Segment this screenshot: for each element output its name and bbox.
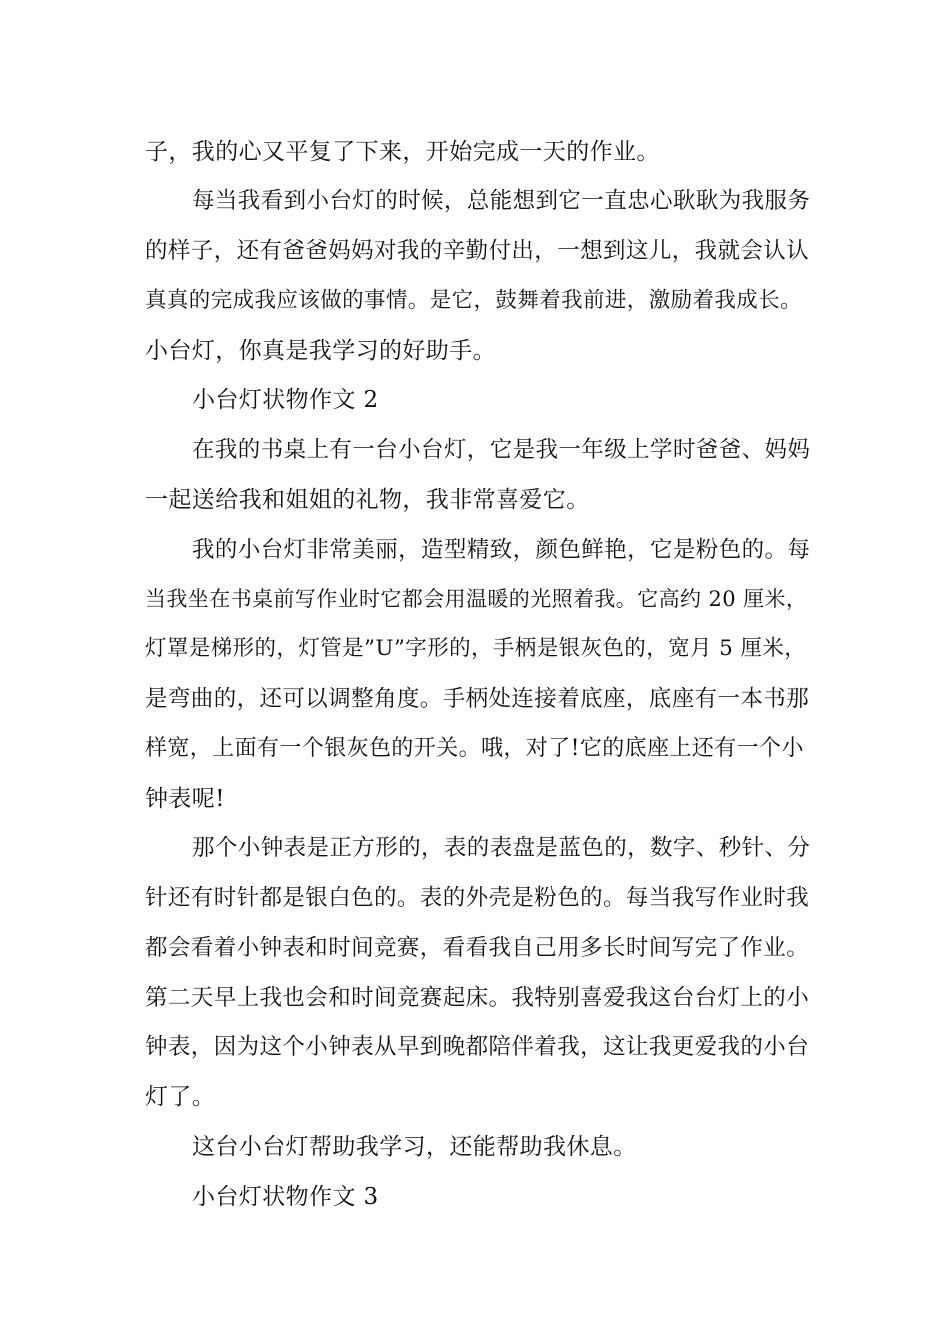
text-line-5: 小台灯，你真是我学习的好助手。 (145, 338, 496, 364)
text-line-18: 第二天早上我也会和时间竞赛起床。我特别喜爱我这台台灯上的小 (145, 985, 810, 1011)
text-line-19: 钟表，因为这个小钟表从早到晚都陪伴着我，这让我更爱我的小台 (145, 1034, 810, 1060)
text-line-2: 每当我看到小台灯的时候，总能想到它一直忠心耿耿为我服务 (192, 188, 811, 214)
text-line-3: 的样子，还有爸爸妈妈对我的辛勤付出，一想到这儿，我就会认认 (145, 238, 810, 264)
text-line-13: 样宽，上面有一个银灰色的开关。哦，对了!它的底座上还有一个小 (145, 736, 804, 761)
text-line-17: 都会看着小钟表和时间竞赛，看看我自己用多长时间写完了作业。 (145, 935, 810, 961)
text-line-10: 当我坐在书桌前写作业时它都会用温暖的光照着我。它高约 20 厘米， (145, 587, 808, 611)
text-line-11: 灯罩是梯形的，灯管是”U”字形的，手柄是银灰色的，宽月 5 厘米， (145, 636, 807, 661)
text-line-1: 子，我的心又平复了下来，开始完成一天的作业。 (145, 139, 660, 165)
section-heading-2: 小台灯状物作文 2 (192, 387, 379, 413)
text-line-12: 是弯曲的，还可以调整角度。手柄处连接着底座，底座有一本书那 (145, 686, 810, 712)
text-line-15: 那个小钟表是正方形的，表的表盘是蓝色的，数字、秒针、分 (192, 835, 811, 861)
text-line-16: 针还有时针都是银白色的。表的外壳是粉色的。每当我写作业时我 (145, 885, 810, 911)
text-line-9: 我的小台灯非常美丽，造型精致，颜色鲜艳，它是粉色的。每 (192, 537, 811, 563)
text-line-8: 一起送给我和姐姐的礼物，我非常喜爱它。 (145, 487, 590, 513)
section-heading-3: 小台灯状物作文 3 (192, 1184, 379, 1210)
text-line-21: 这台小台灯帮助我学习，还能帮助我休息。 (192, 1134, 637, 1160)
text-line-7: 在我的书桌上有一台小台灯，它是我一年级上学时爸爸、妈妈 (192, 437, 811, 463)
text-line-14: 钟表呢! (145, 786, 225, 812)
text-line-20: 灯了。 (145, 1084, 216, 1110)
text-line-4: 真真的完成我应该做的事情。是它，鼓舞着我前进，激励着我成长。 (145, 288, 803, 313)
